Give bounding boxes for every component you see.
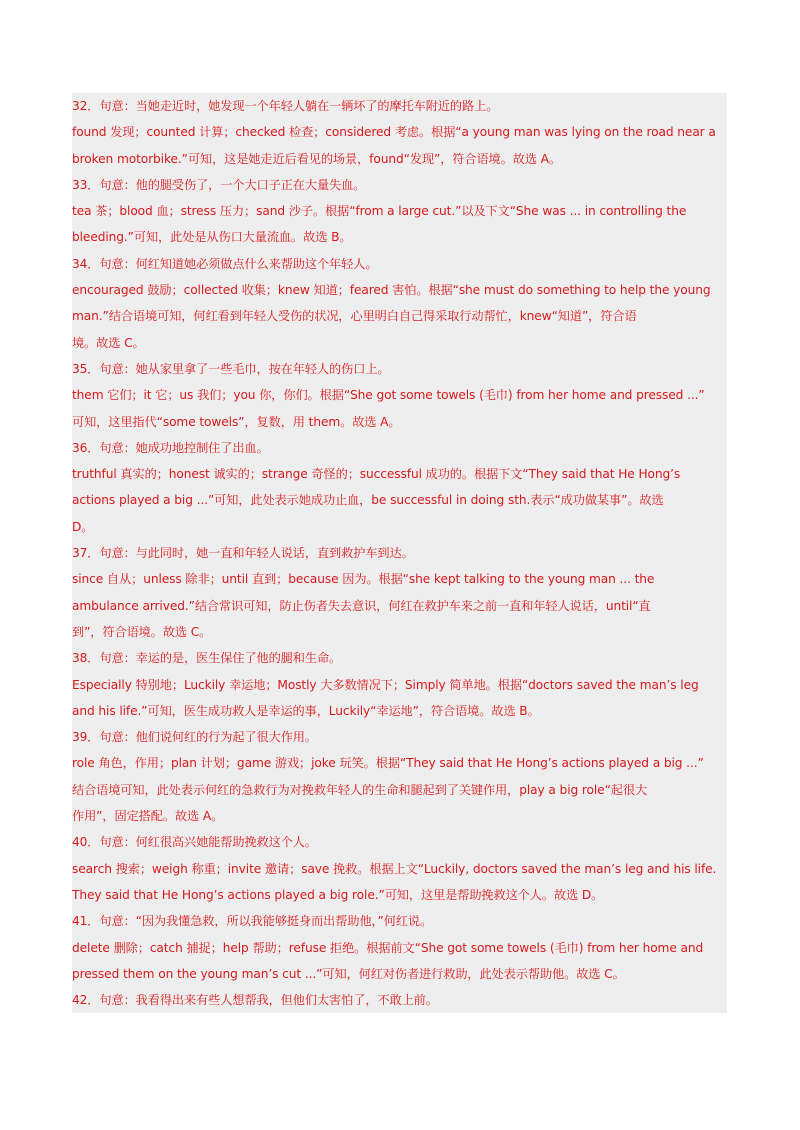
text-line: 结合语境可知，此处表示何红的急救行为对挽救年轻人的生命和腿起到了关键作用，play a big role“起很大 (72, 782, 648, 797)
text-line: 39．句意：他们说何红的行为起了很大作用。 (72, 730, 317, 745)
text-line: 40．句意：何红很高兴她能帮助挽救这个人。 (72, 835, 317, 850)
text-line: actions played a big ...”可知，此处表示她成功止血，be successful in doing sth.表示“成功做某事”。故选 (72, 493, 664, 508)
text-line: 可知，这里指代“some towels”，复数，用 them。故选 A。 (72, 414, 401, 429)
text-line: 42．句意：我看得出来有些人想帮我，但他们太害怕了，不敢上前。 (72, 993, 438, 1008)
text-line: broken motorbike.”可知，这是她走近后看见的场景，found“发现”，符合语境。故选 A。 (72, 151, 562, 166)
text-line: and his life.”可知，医生成功救人是幸运的事，Luckily“幸运地”，符合语境。故选 B。 (72, 703, 540, 718)
text-line: They said that He Hong’s actions played a big role.”可知，这里是帮助挽救这个人。故选 D。 (72, 887, 604, 902)
answer-explanations (72, 93, 727, 1013)
text-line: 37．句意：与此同时，她一直和年轻人说话，直到救护车到达。 (72, 546, 414, 561)
text-line: 33．句意：他的腿受伤了，一个大口子正在大量失血。 (72, 177, 366, 192)
text-line: 38．句意：幸运的是，医生保住了他的腿和生命。 (72, 651, 342, 666)
text-line: 作用”，固定搭配。故选 A。 (72, 809, 224, 824)
text-line: role 角色，作用；plan 计划；game 游戏；joke 玩笑。根据“They said that He Hong’s actions played a big ...” (72, 756, 704, 771)
text-line: 36．句意：她成功地控制住了出血。 (72, 440, 269, 455)
text-line: pressed them on the young man’s cut ...”可知，何红对伤者进行救助，此处表示帮助他。故选 C。 (72, 966, 625, 981)
text-line: D。 (72, 519, 94, 534)
text-line: found 发现；counted 计算；checked 检查；considered 考虑。根据“a young man was lying on the road near a (72, 125, 716, 140)
text-line: truthful 真实的；honest 诚实的；strange 奇怪的；successful 成功的。根据下文“They said that He Hong’s (72, 467, 681, 482)
text-line: search 搜索；weigh 称重；invite 邀请；save 挽救。根据上文“Luckily, doctors saved the man’s leg and his life. (72, 861, 717, 876)
text-line: 32．句意：当她走近时，她发现一个年轻人躺在一辆坏了的摩托车附近的路上。 (72, 99, 499, 113)
text-line: 34．句意：何红知道她必须做点什么来帮助这个年轻人。 (72, 256, 378, 271)
text-line: 41．句意：“因为我懂急救，所以我能够挺身而出帮助他，”何红说。 (72, 914, 433, 929)
text-line: man.”结合语境可知，何红看到年轻人受伤的状况，心里明白自己得采取行动帮忙，knew“知道”，符合语 (72, 309, 637, 324)
text-line: bleeding.”可知，此处是从伤口大量流血。故选 B。 (72, 230, 352, 245)
text-line: delete 删除；catch 捕捉；help 帮助；refuse 拒绝。根据前文“She got some towels (毛巾) from her home and (72, 940, 704, 955)
text-line: ambulance arrived.”结合常识可知，防止伤者失去意识，何红在救护车来之前一直和年轻人说话，until“直 (72, 598, 651, 613)
text-line: tea 茶；blood 血；stress 压力；sand 沙子。根据“from a large cut.”以及下文“She was ... in controlling the (72, 204, 687, 219)
text-line: 到”，符合语境。故选 C。 (72, 624, 212, 639)
text-line: since 自从；unless 除非；until 直到；because 因为。根据“she kept talking to the young man ... the (72, 572, 655, 587)
text-line: 35．句意：她从家里拿了一些毛巾，按在年轻人的伤口上。 (72, 361, 390, 376)
text-line: them 它们；it 它；us 我们；you 你，你们。根据“She got some towels (毛巾) from her home and pressed ...” (72, 388, 705, 403)
text-line: 境。故选 C。 (72, 335, 145, 350)
text-line: Especially 特别地；Luckily 幸运地；Mostly 大多数情况下；Simply 简单地。根据“doctors saved the man’s leg (72, 677, 699, 692)
text-line: encouraged 鼓励；collected 收集；knew 知道；feared 害怕。根据“she must do something to help the young (72, 283, 711, 298)
